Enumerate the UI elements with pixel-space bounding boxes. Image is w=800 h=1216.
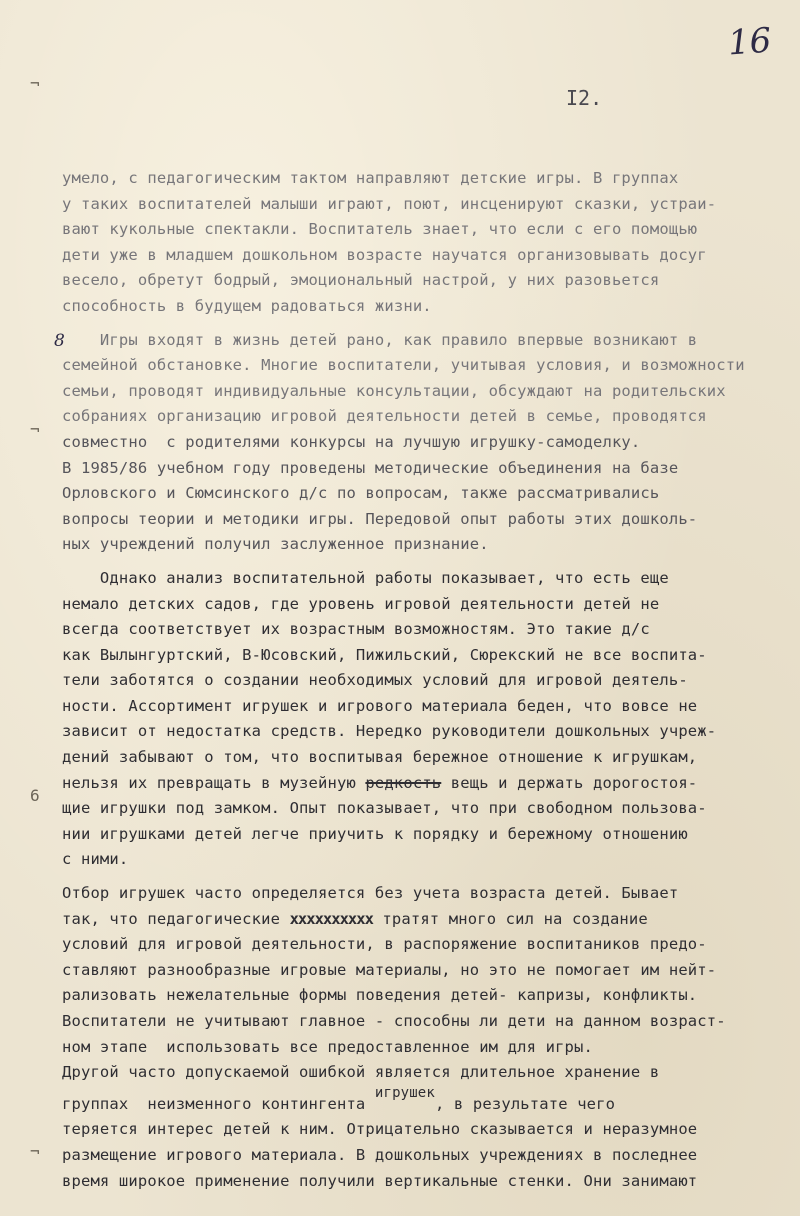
handwritten-sheet-number: 16 <box>726 20 773 64</box>
text-line: семейной обстановке. Многие воспитатели, учитывая условия, и возможности <box>62 356 745 375</box>
text-line: весело, обретут бодрый, эмоциональный настрой, у них разовьется <box>62 271 660 290</box>
binding-mark: ¬ <box>30 74 40 93</box>
text-line: условий для игровой деятельности, в распоряжение воспитаников предо- <box>62 935 707 954</box>
text-line: с ними. <box>62 850 129 869</box>
typed-text-body <box>62 166 798 1194</box>
text-line: вопросы теории и методики игры. Передовой опыт работы этих дошколь- <box>62 509 698 528</box>
text-line: собраниях организацию игровой деятельности детей в семье, проводятся <box>62 407 707 426</box>
text-line: В 1985/86 учебном году проведены методические объединения на базе <box>62 458 679 477</box>
text-segment: тратят много сил на создание <box>372 909 648 928</box>
text-line: ных учреждений получил заслуженное признание. <box>62 535 489 554</box>
text-line: теряется интерес детей к ним. Отрицательно сказывается и неразумное <box>62 1120 698 1139</box>
text-line: Воспитатели не учитывают главное - способны ли дети на данном возраст- <box>62 1012 726 1030</box>
text-line: нии игрушками детей легче приучить к порядку и бережному отношению <box>62 824 688 843</box>
text-line: дети уже в младшем дошкольном возрасте научатся организовывать досуг <box>62 245 707 264</box>
text-line: семьи, проводят индивидуальные консультации, обсуждают на родительских <box>62 381 726 400</box>
text-segment: нельзя их превращать в музейную <box>62 773 366 792</box>
text-segment: так, что педагогические <box>62 909 290 928</box>
text-line: Орловского и Сюмсинского д/с по вопросам, также рассматривались <box>62 484 660 503</box>
text-line: размещение игрового материала. В дошкольных учреждениях в последнее <box>62 1145 698 1164</box>
struck-out-word: редкость <box>365 773 442 792</box>
text-line: дений забывают о том, что воспитывая бережное отношение к игрушкам, <box>62 748 698 767</box>
text-line: тели заботятся о создании необходимых условий для игровой деятель- <box>62 671 688 690</box>
binding-mark: 6 <box>30 786 40 805</box>
text-line: ном этапе использовать все предоставленное им для игры. <box>62 1037 593 1056</box>
text-segment: группах неизменного контингента <box>62 1094 375 1113</box>
text-line: немало детских садов, где уровень игровой деятельности детей не <box>62 594 660 613</box>
text-line: у таких воспитателей малыши играют, поют, инсценируют сказки, устраи- <box>62 194 717 213</box>
handwritten-correction: 8 <box>54 331 65 351</box>
binding-mark: ¬ <box>30 420 40 439</box>
text-line: Игры входят в жизнь детей рано, как правило впервые возникают в <box>62 330 698 349</box>
page-number: I2. <box>566 86 603 110</box>
text-line: зависит от недостатка средств. Нередко руководители дошкольных учреж- <box>62 722 717 741</box>
text-line: Однако анализ воспитательной работы показывает, что есть еще <box>62 568 669 587</box>
struck-out-word: xxxxxxxxxx <box>289 909 373 928</box>
text-line: рализовать нежелательные формы поведения детей- капризы, конфликты. <box>62 986 698 1005</box>
text-line: способность в будущем радоваться жизни. <box>62 296 432 315</box>
text-line: вают кукольные спектакли. Воспитатель знает, что если с его помощью <box>62 220 698 239</box>
text-line: как Вылынгуртский, В-Юсовский, Пижильский, Сюрекский не все воспита- <box>62 645 707 664</box>
text-line: Отбор игрушек часто определяется без учета возраста детей. Бывает <box>62 884 679 903</box>
text-line: щие игрушки под замком. Опыт показывает, что при свободном пользова- <box>62 799 707 818</box>
text-segment: , в результате чего <box>434 1094 616 1113</box>
text-line: Другой часто допускаемой ошибкой является длительное хранение в <box>62 1063 660 1082</box>
text-line: время широкое применение получили вертикальные стенки. Они занимают <box>62 1171 698 1190</box>
text-segment: вещь и держать дорогостоя- <box>441 773 698 792</box>
text-line: умело, с педагогическим тактом направляют детские игры. В группах <box>62 169 679 187</box>
text-line: совместно с родителями конкурсы на лучшую игрушку-самоделку. <box>62 432 641 451</box>
text-line <box>62 907 798 933</box>
text-line <box>62 771 798 797</box>
text-line <box>62 1084 798 1118</box>
text-line: всегда соответствует их возрастным возможностям. Это такие д/с <box>62 620 650 639</box>
inserted-word: игрушек <box>374 1084 435 1101</box>
binding-mark: ¬ <box>30 1142 40 1161</box>
text-line: ности. Ассортимент игрушек и игрового материала беден, что вовсе не <box>62 696 698 715</box>
text-line: ставляют разнообразные игровые материалы, но это не помогает им нейт- <box>62 960 717 979</box>
